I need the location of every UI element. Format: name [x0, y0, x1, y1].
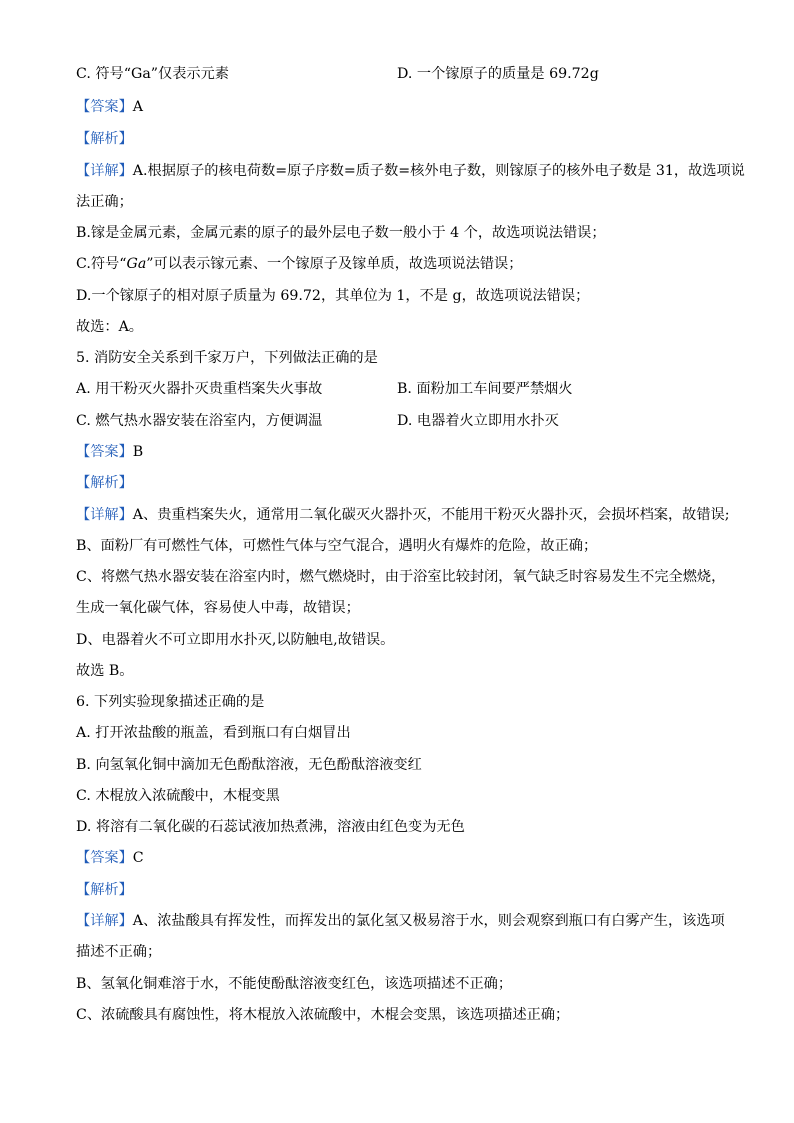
detail-text: A.根据原子的核电荷数=原子序数=质子数=核外电子数，则镓原子的核外电子数是 31，故选项说: [132, 163, 745, 179]
q4-conclusion: 故选：A。: [76, 319, 143, 335]
q5-option-c: C. 燃气热水器安装在浴室内，方便调温: [76, 413, 323, 429]
q4-detail-4: D.一个镓原子的相对原子质量为 69.72，其单位为 1，不是 g，故选项说法错误；: [76, 288, 590, 304]
q6-option-a: A. 打开浓盐酸的瓶盖，看到瓶口有白烟冒出: [76, 725, 351, 741]
q4-answer: [76, 97, 143, 117]
q4-detail-3: [76, 254, 522, 274]
answer-value: C: [132, 850, 144, 866]
q6-answer: [76, 848, 144, 868]
q5-answer: [76, 442, 143, 462]
q6-analysis-tag: 【解析】: [76, 882, 133, 898]
q6-detail-1a: [76, 911, 725, 931]
q5-option-d: D. 电器着火立即用水扑灭: [397, 413, 559, 429]
detail-text: ”可以表示镓元素、一个镓原子及镓单质，故选项说法错误；: [146, 256, 523, 272]
q5-detail-2: B、面粉厂有可燃性气体，可燃性气体与空气混合，遇明火有爆炸的危险，故正确；: [76, 538, 598, 554]
detail-text: A、贵重档案失火，通常用二氧化碳灭火器扑灭，不能用干粉灭火器扑灭，会损坏档案，故错误;: [132, 507, 730, 523]
q5-detail-1: [76, 505, 729, 525]
q4-detail-2: B.镓是金属元素，金属元素的原子的最外层电子数一般小于 4 个，故选项说法错误；: [76, 225, 606, 241]
q6-option-c: C. 木棍放入浓硫酸中，木棍变黑: [76, 788, 280, 804]
q5-option-b: B. 面粉加工车间要严禁烟火: [397, 381, 573, 397]
q6-detail-1b: 描述不正确；: [76, 944, 162, 960]
q5-detail-3a: C、将燃气热水器安装在浴室内时，燃气燃烧时，由于浴室比较封闭，氧气缺乏时容易发生不完全燃烧，: [76, 569, 726, 585]
q4-option-c: C. 符号“Ga”仅表示元素: [76, 66, 229, 82]
q6-stem: 6. 下列实验现象描述正确的是: [76, 694, 265, 710]
q4-detail-1a: [76, 161, 745, 181]
detail-text: A、浓盐酸具有挥发性，而挥发出的氯化氢又极易溶于水，则会观察到瓶口有白雾产生，该选项: [132, 913, 725, 929]
q5-conclusion: 故选 B。: [76, 663, 134, 679]
answer-tag: 【答案】: [76, 444, 133, 460]
q5-detail-3b: 生成一氧化碳气体，容易使人中毒，故错误；: [76, 600, 360, 616]
q6-option-b: B. 向氢氧化铜中滴加无色酚酞溶液，无色酚酞溶液变红: [76, 757, 422, 773]
answer-tag: 【答案】: [76, 850, 133, 866]
q6-detail-3: C、浓硫酸具有腐蚀性，将木棍放入浓硫酸中，木棍会变黑，该选项描述正确；: [76, 1007, 570, 1023]
q5-option-a: A. 用干粉灭火器扑灭贵重档案失火事故: [76, 381, 323, 397]
ga-symbol: Ga: [126, 256, 147, 272]
answer-value: B: [132, 444, 144, 460]
detail-text: C.符号“: [76, 256, 127, 272]
q5-detail-4: D、电器着火不可立即用水扑灭,以防触电,故错误。: [76, 632, 395, 648]
answer-tag: 【答案】: [76, 99, 133, 115]
q4-option-d: D. 一个镓原子的质量是 69.72g: [397, 66, 599, 82]
q4-detail-1b: 法正确；: [76, 194, 133, 210]
q4-analysis-tag: 【解析】: [76, 131, 133, 147]
q6-detail-2: B、氢氧化铜难溶于水，不能使酚酞溶液变红色，该选项描述不正确；: [76, 976, 513, 992]
q5-analysis-tag: 【解析】: [76, 475, 133, 491]
detail-tag: 【详解】: [76, 507, 133, 523]
detail-tag: 【详解】: [76, 163, 133, 179]
detail-tag: 【详解】: [76, 913, 133, 929]
q6-option-d: D. 将溶有二氧化碳的石蕊试液加热煮沸，溶液由红色变为无色: [76, 819, 465, 835]
q5-stem: 5. 消防安全关系到千家万户，下列做法正确的是: [76, 350, 378, 366]
answer-value: A: [132, 99, 144, 115]
